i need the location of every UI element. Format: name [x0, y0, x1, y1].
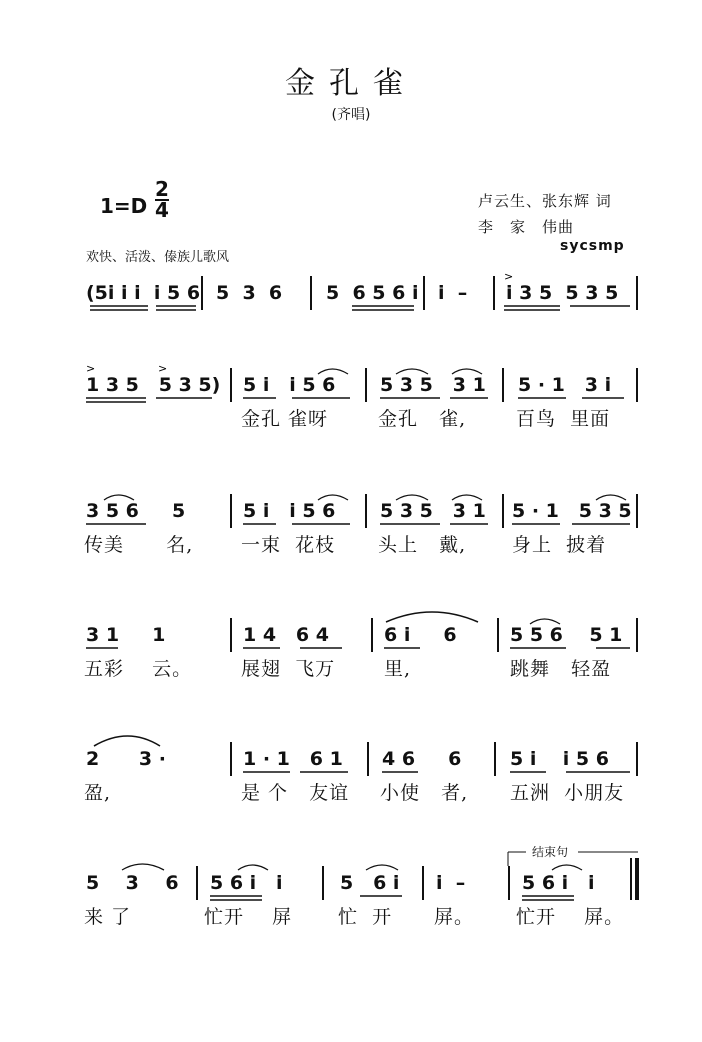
lyric-3-2: 一束 花枝 — [241, 534, 336, 556]
measure-1-3: 5 6 5 6 i — [326, 282, 419, 304]
song-title: 金孔雀 — [285, 66, 417, 101]
measure-6-1: 5 3 6 — [86, 872, 179, 894]
lyric-5-2: 是 个 友谊 — [241, 782, 350, 804]
measure-6-3: 5 6 i — [340, 872, 400, 894]
lyric-4-4: 跳舞 轻盈 — [510, 658, 612, 680]
lyric-4-1: 五彩 云。 — [84, 658, 193, 680]
lyric-6-3: 忙 开 — [338, 906, 393, 928]
measure-5-1: 2 3 · — [86, 748, 166, 770]
lyric-2-4: 百鸟 里面 — [516, 408, 611, 430]
measure-3-1: 3 5 6 5 — [86, 500, 186, 522]
measure-5-2: 1 · 1 6 1 — [243, 748, 343, 770]
measure-6-4: i – — [436, 872, 466, 894]
measure-2-1: 1 3 5 5 3 5) — [86, 374, 221, 396]
measure-5-3: 4 6 6 — [382, 748, 462, 770]
key-signature: 1=D — [100, 194, 148, 218]
lyric-4-2: 展翅 飞万 — [241, 658, 336, 680]
lyric-3-4: 身上 披着 — [512, 534, 607, 556]
lyric-6-1: 来 了 — [84, 906, 132, 928]
svg-text:>: > — [504, 270, 514, 283]
measure-5-4: 5 i i 5 6 — [510, 748, 609, 770]
lyric-6-4: 屏。 — [434, 906, 475, 928]
measure-4-3: 6 i 6 — [384, 624, 457, 646]
ending-label: 结束句 — [532, 845, 569, 859]
lyric-5-3: 小使 者, — [380, 782, 469, 804]
composer-credit: 李 家 伟曲 — [478, 218, 575, 236]
measure-3-2: 5 i i 5 6 — [243, 500, 336, 522]
lyric-2-2: 金孔 雀呀 — [241, 408, 329, 430]
measure-6-2: 5 6 i i — [210, 872, 283, 894]
svg-text:>: > — [158, 362, 168, 375]
lyric-2-3: 金孔 雀, — [378, 408, 467, 430]
lyric-3-3: 头上 戴, — [378, 534, 467, 556]
time-bottom: 4 — [155, 198, 169, 222]
measure-6-5: 5 6 i i — [522, 872, 595, 894]
measure-4-4: 5 5 6 5 1 — [510, 624, 623, 646]
measure-1-1: (5i i i i 5 6 — [86, 282, 201, 304]
measure-2-3: 5 3 5 3 1 — [380, 374, 486, 396]
style-note: 欢快、活泼、傣族儿歌风 — [86, 250, 230, 265]
lyric-6-2: 忙开 屏 — [204, 906, 293, 928]
measure-3-3: 5 3 5 3 1 — [380, 500, 486, 522]
measure-2-2: 5 i i 5 6 — [243, 374, 336, 396]
lyric-4-3: 里, — [384, 658, 412, 680]
measure-3-4: 5 · 1 5 3 5 — [512, 500, 632, 522]
measure-1-2: 5 3 6 — [216, 282, 283, 304]
lyric-6-5: 忙开 屏。 — [516, 906, 625, 928]
measure-4-2: 1 4 6 4 — [243, 624, 329, 646]
lyricist-credit: 卢云生、张东辉 词 — [478, 192, 612, 210]
arranger-tag: sycsmp — [560, 238, 625, 254]
measure-1-5: i 3 5 5 3 5 — [506, 282, 619, 304]
lyric-5-4: 五洲 小朋友 — [510, 782, 625, 804]
measure-1-4: i – — [438, 282, 468, 304]
song-subtitle: (齐唱) — [331, 107, 371, 123]
lyric-5-1: 盈, — [84, 782, 112, 804]
measure-4-1: 3 1 1 — [86, 624, 166, 646]
lyric-3-1: 传美 名, — [84, 534, 194, 556]
measure-2-4: 5 · 1 3 i — [518, 374, 612, 396]
time-top: 2 — [155, 177, 169, 201]
svg-text:>: > — [86, 362, 96, 375]
